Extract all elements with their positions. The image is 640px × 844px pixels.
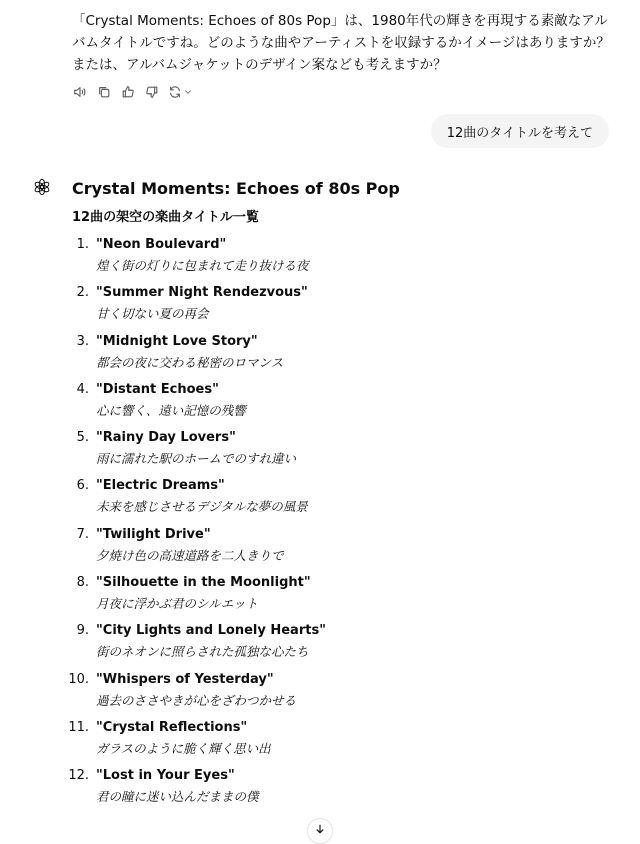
arrow-down-icon bbox=[315, 824, 325, 834]
chevron-down-icon bbox=[183, 87, 193, 97]
answer-heading: Crystal Moments: Echoes of 80s Pop bbox=[72, 179, 400, 198]
regenerate-button[interactable] bbox=[168, 85, 193, 99]
track-number: 6. bbox=[76, 478, 89, 494]
track-number: 11. bbox=[68, 719, 89, 735]
track-title: "Twilight Drive" bbox=[96, 526, 211, 542]
track-number: 7. bbox=[76, 526, 89, 542]
list-item bbox=[0, 525, 640, 573]
track-description: 街のネオンに照らされた孤独な心たち bbox=[96, 644, 309, 660]
track-title: "Electric Dreams" bbox=[96, 478, 225, 494]
track-number: 8. bbox=[76, 575, 89, 591]
track-description: 煌く街の灯りに包まれて走り抜ける夜 bbox=[96, 258, 309, 273]
read-aloud-icon[interactable] bbox=[72, 84, 88, 100]
track-number: 9. bbox=[76, 623, 89, 639]
track-number: 5. bbox=[76, 430, 89, 446]
track-title: "Lost in Your Eyes" bbox=[96, 768, 235, 784]
track-description: 甘く切ない夏の再会 bbox=[96, 306, 209, 322]
track-number: 4. bbox=[76, 381, 89, 397]
track-number: 3. bbox=[76, 333, 89, 349]
message-actions bbox=[72, 84, 193, 100]
track-number: 10. bbox=[68, 671, 89, 687]
list-item bbox=[0, 476, 640, 524]
track-description: 君の瞳に迷い込んだままの僕 bbox=[96, 789, 259, 805]
user-message-bubble bbox=[431, 114, 609, 148]
previous-reply-text: 「Crystal Moments: Echoes of 80s Pop」は、1980年代の輝きを再現する素敵なアルバムタイトルですね。どのような曲やアーティストを収録するかイメージはありますか？または、アルバムジャケットのデザイン案なども考えますか？ bbox=[72, 13, 610, 73]
regenerate-icon bbox=[168, 85, 182, 99]
list-item bbox=[0, 766, 640, 814]
track-description: 過去のささやきが心をざわつかせる bbox=[96, 692, 297, 708]
list-item bbox=[0, 332, 640, 380]
answer-subheading: 12曲の架空の楽曲タイトル一覧 bbox=[72, 210, 259, 225]
thumbs-up-icon[interactable] bbox=[120, 84, 136, 100]
track-description: 雨に濡れた駅のホームでのすれ違い bbox=[96, 451, 297, 467]
list-item bbox=[0, 718, 640, 766]
track-description: 夕焼け色の高速道路を二人きりで bbox=[96, 547, 284, 563]
track-title: "Distant Echoes" bbox=[96, 381, 219, 397]
list-item bbox=[0, 621, 640, 669]
list-item bbox=[0, 670, 640, 718]
track-title: "Summer Night Rendezvous" bbox=[96, 285, 308, 301]
track-title: "Rainy Day Lovers" bbox=[96, 430, 236, 446]
list-item bbox=[0, 235, 640, 283]
track-title: "Silhouette in the Moonlight" bbox=[96, 575, 311, 591]
track-number: 12. bbox=[68, 768, 89, 784]
thumbs-down-icon[interactable] bbox=[144, 84, 160, 100]
list-item bbox=[0, 573, 640, 621]
track-number: 1. bbox=[76, 237, 89, 252]
track-description: 月夜に浮かぶ君のシルエット bbox=[96, 596, 258, 612]
track-description: ガラスのように脆く輝く思い出 bbox=[96, 740, 271, 756]
list-item bbox=[0, 283, 640, 331]
track-description: 未来を感じさせるデジタルな夢の風景 bbox=[96, 499, 308, 515]
track-title: "City Lights and Lonely Hearts" bbox=[96, 623, 326, 639]
track-description: 心に響く、遠い記憶の残響 bbox=[96, 402, 246, 418]
openai-logo-icon bbox=[33, 178, 51, 196]
track-list bbox=[0, 235, 640, 815]
track-description: 都会の夜に交わる秘密のロマンス bbox=[96, 354, 284, 370]
track-title: "Midnight Love Story" bbox=[96, 333, 258, 349]
copy-icon[interactable] bbox=[96, 84, 112, 100]
track-title: "Crystal Reflections" bbox=[96, 719, 248, 735]
track-title: "Neon Boulevard" bbox=[96, 237, 227, 252]
scroll-to-bottom-button[interactable] bbox=[307, 818, 333, 844]
track-title: "Whispers of Yesterday" bbox=[96, 671, 274, 687]
list-item bbox=[0, 428, 640, 476]
user-message-text: 12曲のタイトルを考えて bbox=[446, 125, 593, 141]
list-item bbox=[0, 380, 640, 428]
track-number: 2. bbox=[76, 285, 89, 301]
